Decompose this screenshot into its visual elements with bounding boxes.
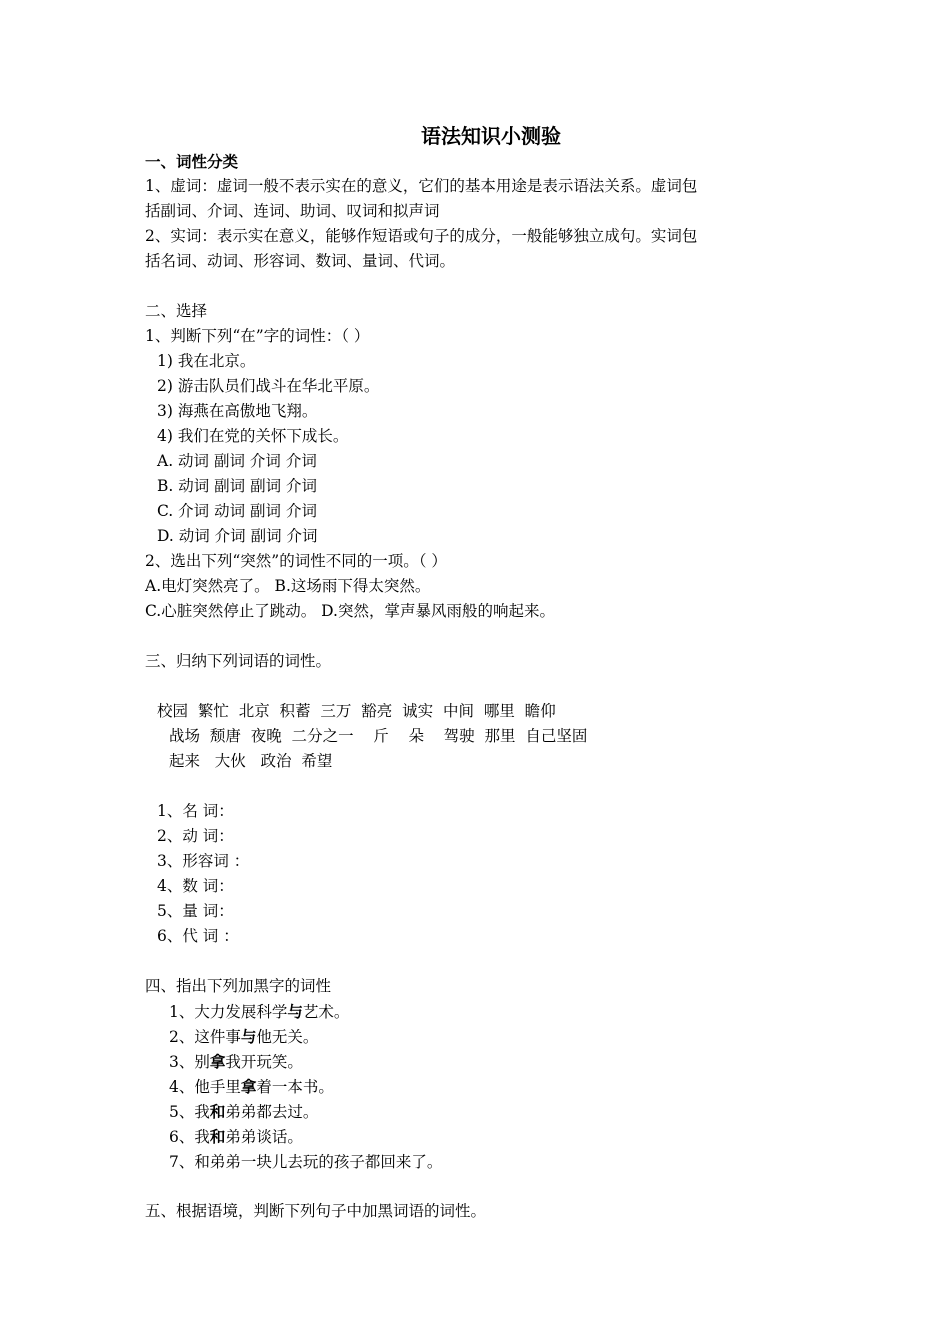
document-body bbox=[145, 149, 745, 1224]
item-text: 5、我 bbox=[169, 1103, 210, 1121]
paragraph-line: 2、实词：表示实在意义，能够作短语或句子的成分，一般能够独立成句。实词包 bbox=[145, 227, 698, 245]
item-text: 艺术。 bbox=[302, 1003, 350, 1021]
item-text: 弟弟谈话。 bbox=[225, 1128, 303, 1146]
item-text: 弟弟都去过。 bbox=[225, 1103, 319, 1121]
item-text: 4、他手里 bbox=[169, 1078, 241, 1096]
question-item: 3) 海燕在高傲地飞翔。 bbox=[157, 402, 318, 420]
section-heading: 五、根据语境，判断下列句子中加黑词语的词性。 bbox=[145, 1202, 487, 1220]
paragraph-line: 1、虚词：虚词一般不表示实在的意义，它们的基本用途是表示语法关系。虚词包 bbox=[145, 177, 698, 195]
answer-option: C.心脏突然停止了跳动。 D.突然，掌声暴风雨般的响起来。 bbox=[145, 602, 555, 620]
category-line: 6、代 词 ： bbox=[157, 927, 239, 945]
question-item: 4) 我们在党的关怀下成长。 bbox=[157, 427, 349, 445]
question: 2、选出下列“突然”的词性不同的一项。（ ） bbox=[145, 552, 447, 570]
bold-word: 和 bbox=[209, 1127, 226, 1146]
category-line: 5、量 词： bbox=[157, 902, 234, 920]
item-text: 2、这件事 bbox=[169, 1028, 241, 1046]
exercise-item bbox=[145, 1049, 745, 1074]
answer-option: A.电灯突然亮了。 B.这场雨下得太突然。 bbox=[145, 577, 431, 595]
bold-word: 拿 bbox=[209, 1052, 226, 1071]
paragraph-line: 括副词、介词、连词、助词、叹词和拟声词 bbox=[145, 202, 440, 220]
section-heading: 二、选择 bbox=[145, 302, 208, 320]
item-text: 6、我 bbox=[169, 1128, 210, 1146]
item-text: 着一本书。 bbox=[256, 1078, 334, 1096]
exercise-item bbox=[145, 1149, 745, 1174]
category-line: 1、名 词： bbox=[157, 802, 234, 820]
category-line: 4、数 词： bbox=[157, 877, 234, 895]
answer-option: B. 动词 副词 副词 介词 bbox=[157, 477, 318, 495]
item-text: 3、别 bbox=[169, 1053, 210, 1071]
category-line: 3、形容词 ： bbox=[157, 852, 250, 870]
item-text: 7、和弟弟一块儿去玩的孩子都回来了。 bbox=[169, 1153, 443, 1171]
exercise-item bbox=[145, 1099, 745, 1124]
item-text: 1、大力发展科学 bbox=[169, 1003, 288, 1021]
answer-option: D. 动词 介词 副词 介词 bbox=[157, 527, 318, 545]
word-list-line: 起来 大伙 政治 希望 bbox=[169, 752, 333, 770]
page-title: 语法知识小测验 bbox=[421, 124, 561, 148]
bold-word: 与 bbox=[240, 1027, 257, 1046]
bold-word: 和 bbox=[209, 1102, 226, 1121]
question-item: 1) 我在北京。 bbox=[157, 352, 256, 370]
answer-option: A. 动词 副词 介词 介词 bbox=[157, 452, 317, 470]
category-line: 2、动 词： bbox=[157, 827, 234, 845]
word-list-line: 战场 颓唐 夜晚 二分之一 斤 朵 驾驶 那里 自己坚固 bbox=[169, 727, 588, 745]
item-text: 他无关。 bbox=[256, 1028, 319, 1046]
bold-word: 与 bbox=[287, 1002, 303, 1021]
answer-option: C. 介词 动词 副词 介词 bbox=[157, 502, 317, 520]
section-heading: 四、指出下列加黑字的词性 bbox=[145, 977, 332, 995]
question: 1、判断下列“在”字的词性：（ ） bbox=[145, 327, 370, 345]
item-text: 我开玩笑。 bbox=[225, 1053, 303, 1071]
exercise-item bbox=[145, 1124, 745, 1149]
exercise-item bbox=[145, 1024, 745, 1049]
section-heading: 三、归纳下列词语的词性。 bbox=[145, 652, 332, 670]
exercise-item bbox=[145, 999, 745, 1024]
question-item: 2) 游击队员们战斗在华北平原。 bbox=[157, 377, 380, 395]
word-list-line: 校园 繁忙 北京 积蓄 三万 豁亮 诚实 中间 哪里 瞻仰 bbox=[157, 702, 556, 720]
section-heading: 一、词性分类 bbox=[145, 152, 239, 171]
paragraph-line: 括名词、动词、形容词、数词、量词、代词。 bbox=[145, 252, 456, 270]
bold-word: 拿 bbox=[240, 1077, 257, 1096]
exercise-item bbox=[145, 1074, 745, 1099]
